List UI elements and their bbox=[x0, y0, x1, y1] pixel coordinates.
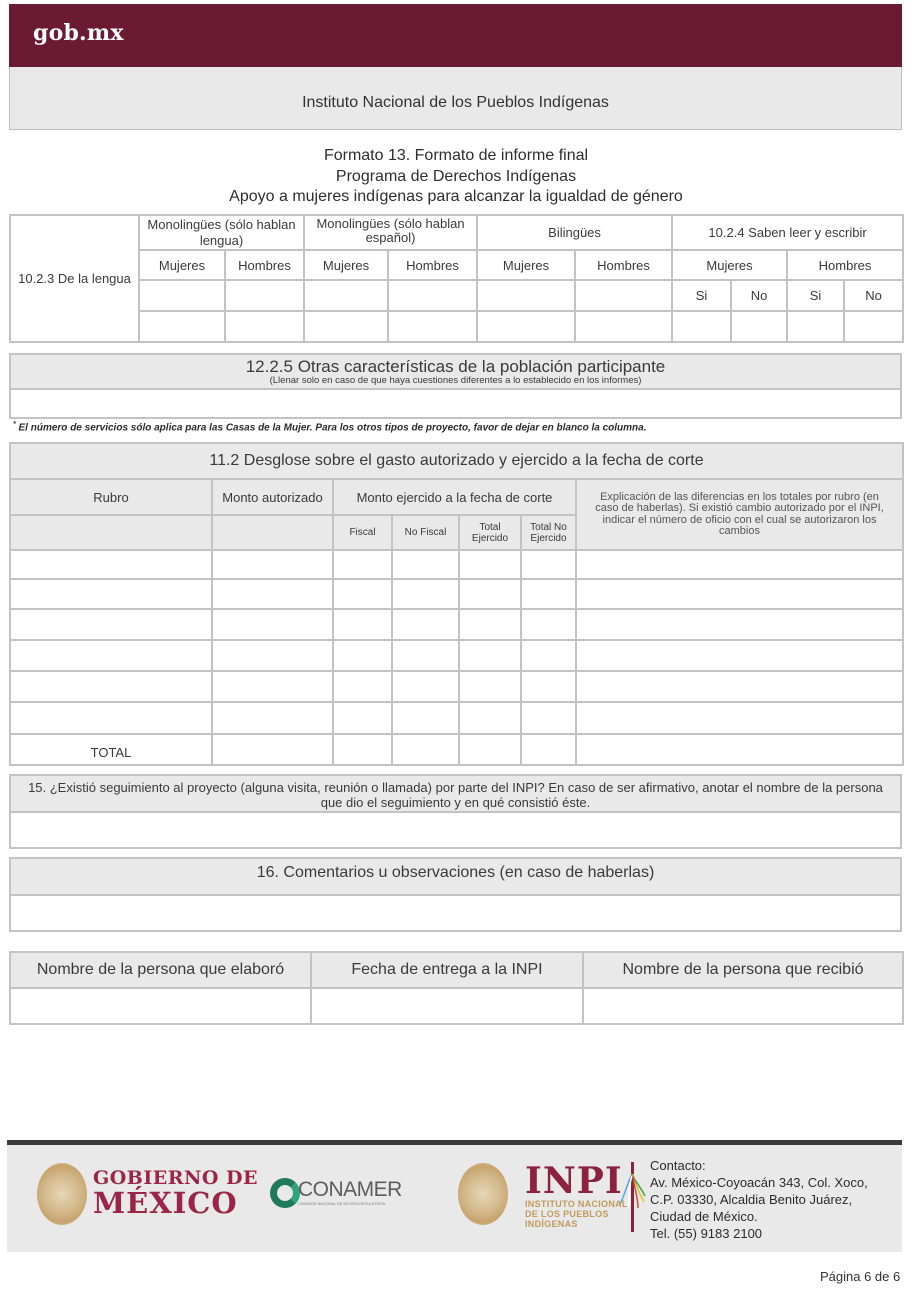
cell-rubro[interactable] bbox=[10, 550, 212, 579]
col-explicacion: Explicación de las diferencias en los totales por rubro (en caso de haberlas). Si existió cambio autorizado por el INPI, indicar el número de oficio con el cual se autorizaron los cambios bbox=[576, 479, 903, 550]
cell-no-fiscal[interactable] bbox=[392, 550, 459, 579]
program-title: Programa de Derechos Indígenas bbox=[335, 167, 577, 185]
cell-total-no-ejercido[interactable] bbox=[521, 702, 576, 734]
inpi-sub1: INSTITUTO NACIONAL bbox=[525, 1199, 628, 1209]
input-cell[interactable] bbox=[575, 280, 672, 311]
cell-fiscal[interactable] bbox=[333, 702, 392, 734]
lengua-row-label: 10.2.3 De la lengua bbox=[10, 215, 139, 342]
col-monto-autorizado-sub bbox=[212, 515, 333, 550]
institution-banner bbox=[9, 67, 902, 130]
cell-total-total-no-ejercido[interactable] bbox=[521, 734, 576, 765]
group-monolingues-espanol: Monolingües (sólo hablan español) bbox=[304, 215, 477, 250]
cell-total-no-ejercido[interactable] bbox=[521, 579, 576, 609]
cell-total-ejercido[interactable] bbox=[459, 550, 521, 579]
sub-si: Si bbox=[672, 280, 731, 311]
sub-hombres: Hombres bbox=[388, 250, 477, 280]
comentarios-answer[interactable] bbox=[10, 895, 901, 931]
col-fecha-entrega: Fecha de entrega a la INPI bbox=[311, 952, 583, 988]
inpi-wordmark: INPI bbox=[525, 1160, 623, 1202]
input-cell[interactable] bbox=[225, 311, 304, 342]
footnote-mark: * bbox=[13, 421, 16, 428]
format-title: Formato 13. Formato de informe final bbox=[323, 147, 589, 164]
sub-hombres: Hombres bbox=[575, 250, 672, 280]
cell-total-ejercido[interactable] bbox=[459, 671, 521, 702]
gob-header-bar bbox=[9, 4, 902, 67]
input-cell[interactable] bbox=[844, 311, 903, 342]
cell-total-no-ejercido[interactable] bbox=[521, 609, 576, 640]
inpi-sub2: DE LOS PUEBLOS bbox=[525, 1209, 609, 1219]
cell-rubro[interactable] bbox=[10, 640, 212, 671]
conamer-logo bbox=[298, 1178, 402, 1206]
contact-label: Contacto: bbox=[650, 1158, 706, 1173]
col-recibio: Nombre de la persona que recibió bbox=[583, 952, 903, 988]
sub-hombres: Hombres bbox=[787, 250, 903, 280]
otras-caracteristicas-section bbox=[9, 353, 902, 419]
input-cell[interactable] bbox=[139, 280, 225, 311]
comentarios-section bbox=[9, 857, 902, 932]
otras-header bbox=[10, 354, 901, 389]
page-number: Página 6 de 6 bbox=[820, 1269, 901, 1284]
gob-logo-line2: MÉXICO bbox=[93, 1186, 238, 1220]
cell-no-fiscal[interactable] bbox=[392, 609, 459, 640]
table-row bbox=[10, 671, 903, 702]
cell-fiscal[interactable] bbox=[333, 609, 392, 640]
table-row bbox=[10, 702, 903, 734]
input-cell[interactable] bbox=[731, 311, 787, 342]
table-row bbox=[10, 609, 903, 640]
contact-address-1: Av. México-Coyoacán 343, Col. Xoco, bbox=[650, 1175, 868, 1190]
cell-total-fiscal[interactable] bbox=[333, 734, 392, 765]
gob-logo-line1: GOBIERNO DE bbox=[93, 1167, 258, 1189]
cell-no-fiscal[interactable] bbox=[392, 702, 459, 734]
comentarios-question: 16. Comentarios u observaciones (en caso de haberlas) bbox=[10, 858, 901, 895]
input-fecha-entrega[interactable] bbox=[311, 988, 583, 1024]
cell-fiscal[interactable] bbox=[333, 640, 392, 671]
group-bilingues: Bilingües bbox=[477, 215, 672, 250]
lengua-table bbox=[9, 214, 904, 343]
cell-explicacion[interactable] bbox=[576, 640, 903, 671]
sub-mujeres: Mujeres bbox=[139, 250, 225, 280]
total-row bbox=[10, 734, 903, 765]
col-rubro: Rubro bbox=[10, 479, 212, 515]
otras-subtitle: (Llenar solo en caso de que haya cuestiones diferentes a lo establecido en los informes) bbox=[269, 375, 642, 386]
footnote-text: El número de servicios sólo aplica para las Casas de la Mujer. Para los otros tipos de proyecto, favor de dejar en blanco la columna. bbox=[18, 422, 647, 434]
input-cell[interactable] bbox=[575, 311, 672, 342]
sub-no: No bbox=[731, 280, 787, 311]
cell-total-no-fiscal[interactable] bbox=[392, 734, 459, 765]
gasto-title: 11.2 Desglose sobre el gasto autorizado y ejercido a la fecha de corte bbox=[10, 443, 903, 479]
input-cell[interactable] bbox=[388, 280, 477, 311]
sub-no: No bbox=[844, 280, 903, 311]
sub-total-no-ejercido: Total No Ejercido bbox=[521, 515, 576, 550]
institution-name: Instituto Nacional de los Pueblos Indígenas bbox=[302, 94, 609, 111]
cell-total-ejercido[interactable] bbox=[459, 579, 521, 609]
contact-phone: Tel. (55) 9183 2100 bbox=[650, 1226, 763, 1241]
cell-explicacion[interactable] bbox=[576, 579, 903, 609]
cell-fiscal[interactable] bbox=[333, 671, 392, 702]
input-cell[interactable] bbox=[477, 311, 575, 342]
cell-monto-autorizado[interactable] bbox=[212, 550, 333, 579]
gobierno-de-mexico-logo bbox=[93, 1168, 258, 1218]
otras-title: 12.2.5 Otras características de la población participante bbox=[245, 357, 666, 376]
document-title-block bbox=[0, 146, 912, 208]
conamer-logo-icon bbox=[270, 1178, 300, 1208]
sub-mujeres: Mujeres bbox=[672, 250, 787, 280]
sub-mujeres: Mujeres bbox=[304, 250, 388, 280]
cell-total-ejercido[interactable] bbox=[459, 702, 521, 734]
cell-no-fiscal[interactable] bbox=[392, 671, 459, 702]
cell-total-explicacion[interactable] bbox=[576, 734, 903, 765]
col-rubro-sub bbox=[10, 515, 212, 550]
col-elaboro: Nombre de la persona que elaboró bbox=[10, 952, 311, 988]
firmas-table bbox=[9, 951, 904, 1025]
input-cell[interactable] bbox=[672, 311, 731, 342]
cell-fiscal[interactable] bbox=[333, 579, 392, 609]
conamer-wordmark: CONAMER bbox=[298, 1178, 402, 1201]
input-cell[interactable] bbox=[225, 280, 304, 311]
input-recibio[interactable] bbox=[583, 988, 903, 1024]
group-saben-leer: 10.2.4 Saben leer y escribir bbox=[672, 215, 903, 250]
cell-rubro[interactable] bbox=[10, 671, 212, 702]
cell-rubro[interactable] bbox=[10, 702, 212, 734]
cell-explicacion[interactable] bbox=[576, 671, 903, 702]
inpi-sub3: INDÍGENAS bbox=[525, 1219, 578, 1229]
col-monto-autorizado: Monto autorizado bbox=[212, 479, 333, 515]
cell-total-no-ejercido[interactable] bbox=[521, 550, 576, 579]
input-cell[interactable] bbox=[787, 311, 844, 342]
contact-address-2: C.P. 03330, Alcaldia Benito Juárez, bbox=[650, 1192, 853, 1207]
mexico-seal-icon bbox=[458, 1163, 508, 1225]
table-row bbox=[10, 640, 903, 671]
gob-mx-logo: gob.mx bbox=[33, 20, 124, 46]
sub-total-ejercido: Total Ejercido bbox=[459, 515, 521, 550]
sub-mujeres: Mujeres bbox=[477, 250, 575, 280]
input-cell[interactable] bbox=[388, 311, 477, 342]
cell-no-fiscal[interactable] bbox=[392, 579, 459, 609]
seguimiento-section bbox=[9, 774, 902, 849]
input-cell[interactable] bbox=[139, 311, 225, 342]
input-cell[interactable] bbox=[477, 280, 575, 311]
contact-block bbox=[650, 1157, 868, 1242]
cell-total-no-ejercido[interactable] bbox=[521, 671, 576, 702]
sub-si: Si bbox=[787, 280, 844, 311]
group-monolingues-lengua: Monolingües (sólo hablan lengua) bbox=[139, 215, 304, 250]
table-row bbox=[10, 550, 903, 579]
table-row bbox=[10, 579, 903, 609]
sub-no-fiscal: No Fiscal bbox=[392, 515, 459, 550]
cell-total-total-ejercido[interactable] bbox=[459, 734, 521, 765]
cell-explicacion[interactable] bbox=[576, 550, 903, 579]
cell-explicacion[interactable] bbox=[576, 702, 903, 734]
cell-total-monto-autorizado[interactable] bbox=[212, 734, 333, 765]
inpi-logo bbox=[525, 1160, 628, 1229]
footnote bbox=[13, 421, 647, 433]
cell-monto-autorizado[interactable] bbox=[212, 640, 333, 671]
cell-total-no-ejercido[interactable] bbox=[521, 640, 576, 671]
input-cell[interactable] bbox=[304, 311, 388, 342]
cell-explicacion[interactable] bbox=[576, 609, 903, 640]
cell-rubro[interactable] bbox=[10, 609, 212, 640]
otras-input[interactable] bbox=[10, 389, 901, 418]
sub-fiscal: Fiscal bbox=[333, 515, 392, 550]
cell-monto-autorizado[interactable] bbox=[212, 671, 333, 702]
cell-monto-autorizado[interactable] bbox=[212, 579, 333, 609]
support-title: Apoyo a mujeres indígenas para alcanzar la igualdad de género bbox=[229, 188, 683, 205]
seguimiento-answer[interactable] bbox=[10, 812, 901, 848]
cell-rubro[interactable] bbox=[10, 579, 212, 609]
contact-address-3: Ciudad de México. bbox=[650, 1209, 758, 1224]
cell-monto-autorizado[interactable] bbox=[212, 702, 333, 734]
cell-monto-autorizado[interactable] bbox=[212, 609, 333, 640]
input-cell[interactable] bbox=[304, 280, 388, 311]
input-elaboro[interactable] bbox=[10, 988, 311, 1024]
ribbon-staff-icon bbox=[618, 1162, 648, 1232]
col-monto-ejercido: Monto ejercido a la fecha de corte bbox=[333, 479, 576, 515]
cell-fiscal[interactable] bbox=[333, 550, 392, 579]
conamer-subtitle: COMISIÓN NACIONAL DE MEJORA REGULATORIA bbox=[298, 1202, 386, 1206]
cell-total-ejercido[interactable] bbox=[459, 640, 521, 671]
cell-total-ejercido[interactable] bbox=[459, 609, 521, 640]
cell-no-fiscal[interactable] bbox=[392, 640, 459, 671]
total-label: TOTAL bbox=[10, 734, 212, 765]
seguimiento-question: 15. ¿Existió seguimiento al proyecto (alguna visita, reunión o llamada) por parte del INPI? En caso de ser afirmativo, anotar el nombre de la persona que dio el seguimiento y en qué consistió éste. bbox=[10, 775, 901, 812]
sub-hombres: Hombres bbox=[225, 250, 304, 280]
mexico-seal-icon bbox=[37, 1163, 87, 1225]
gasto-table bbox=[9, 442, 904, 766]
